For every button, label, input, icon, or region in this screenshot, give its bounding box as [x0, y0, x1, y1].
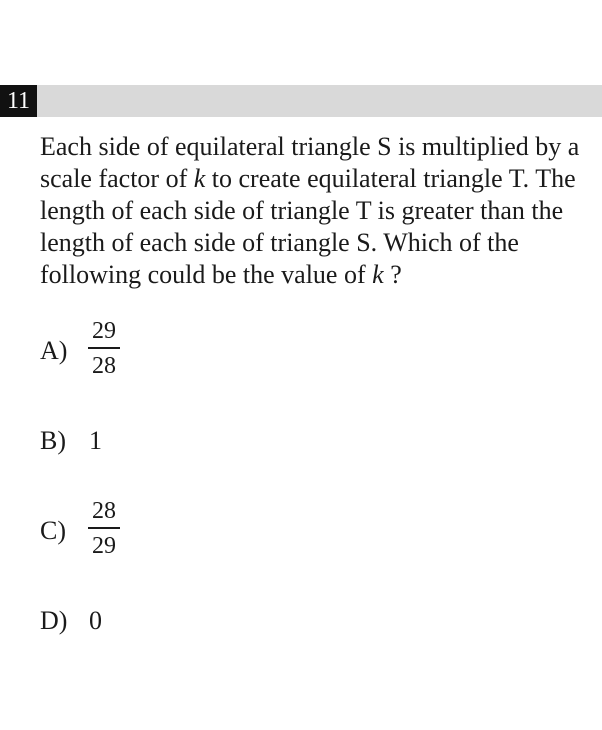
choice-letter: C) — [40, 516, 66, 545]
fraction-bar — [88, 347, 120, 349]
fraction-numerator: 29 — [92, 318, 116, 344]
question-header-bar — [0, 85, 602, 117]
fraction — [88, 318, 120, 379]
fraction-bar — [88, 527, 120, 529]
stem-text: ? — [383, 260, 402, 289]
choice-letter: A) — [40, 336, 68, 365]
question-number: 11 — [0, 85, 37, 117]
choice-value: 1 — [89, 426, 102, 455]
stem-line-1 — [40, 131, 602, 163]
question-stem — [40, 131, 602, 291]
stem-line-3 — [40, 195, 602, 227]
stem-line-5 — [40, 259, 602, 291]
variable-k: k — [193, 164, 206, 193]
stem-text: Each side of equilateral triangle S is multiplied by a — [40, 132, 580, 161]
fraction-numerator: 28 — [92, 498, 116, 524]
fraction-denominator: 29 — [92, 533, 116, 559]
stem-text: length of each side of triangle T is greater than the — [40, 196, 564, 225]
stem-text: following could be the value of — [40, 260, 373, 289]
stem-line-4 — [40, 227, 602, 259]
stem-text: length of each side of triangle S. Which of the — [40, 228, 519, 257]
stem-text: scale factor of — [40, 164, 194, 193]
fraction-denominator: 28 — [92, 353, 116, 379]
choice-value: 0 — [89, 606, 102, 635]
choice-letter: D) — [40, 606, 68, 635]
fraction — [88, 498, 120, 559]
stem-line-2 — [40, 163, 602, 195]
variable-k: k — [372, 260, 384, 289]
choice-letter: B) — [40, 426, 66, 455]
stem-text: to create equilateral triangle T. The — [205, 164, 576, 193]
